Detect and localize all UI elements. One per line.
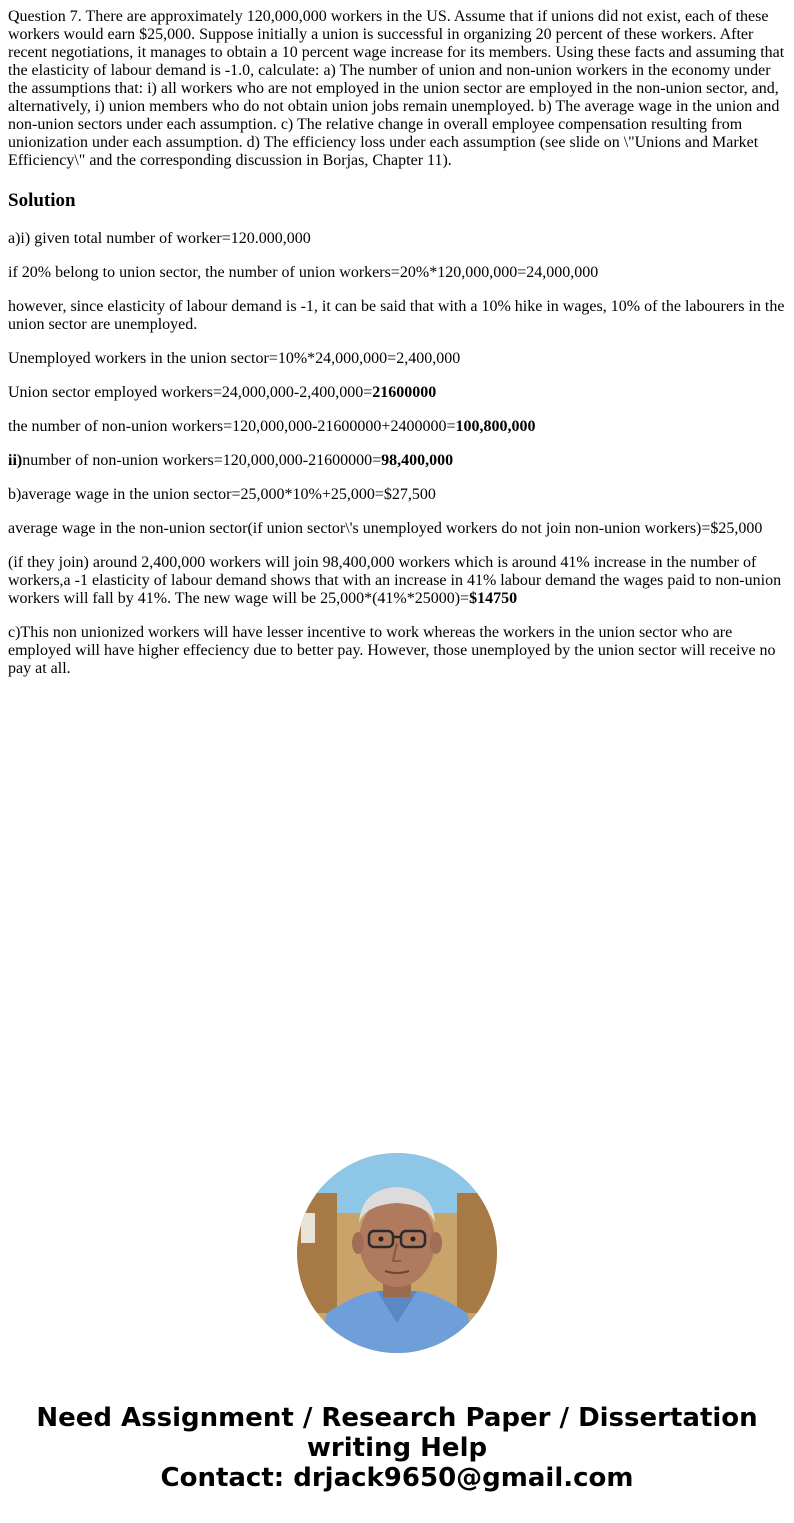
question-text: Question 7. There are approximately 120,000,000 workers in the US. Assume that if unions did not exist, each of these workers would earn $25,000. Suppose initially a union is successful in organizing 20 percent of these workers. After recent negotiations, it manages to obtain a 10 percent wage increase for its members. Using these facts and assuming that the elasticity of labour demand is -1.0, calculate: a) The number of union and non-union workers in the economy under the assumptions that: i) all workers who are not employed in the union sector are employed in the non-union sector, and, alternatively, i) union members who do not obtain union jobs remain unemployed. b) The average wage in the union and non-union sectors under each assumption. c) The relative change in overall employee compensation resulting from unionization under each assumption. d) The efficiency loss under each assumption (see slide on \"Unions and Market Efficiency\" and the corresponding discussion in Borjas, Chapter 11). (8, 8, 785, 169)
solution-paragraph-7 (8, 452, 786, 470)
non-union-workers-result-i: 100,800,000 (455, 418, 536, 435)
solution-paragraph-8: b)average wage in the union sector=25,000*10%+25,000=$27,500 (8, 486, 436, 503)
solution-paragraph-3: however, since elasticity of labour demand is -1, it can be said that with a 10% hike in wages, 10% of the labourers in the union sector are unemployed. (8, 298, 785, 333)
solution-paragraph-11: c)This non unionized workers will have lesser incentive to work whereas the workers in the union sector who are employed will have higher effeciency due to better pay. However, those unemployed by the union sector will receive no pay at all. (8, 624, 776, 677)
solution-paragraph-10 (8, 554, 786, 608)
solution-paragraph-1: a)i) given total number of worker=120.000,000 (8, 230, 311, 247)
promo-contact: Contact: drjack9650@gmail.com (160, 1463, 634, 1493)
non-union-workers-result-ii: 98,400,000 (381, 452, 454, 469)
union-employed-result: 21600000 (372, 384, 437, 401)
author-avatar (297, 1153, 497, 1353)
document-body (8, 8, 786, 694)
solution-paragraph-5 (8, 384, 786, 402)
promo-banner (0, 1403, 794, 1493)
solution-paragraph-6 (8, 418, 786, 436)
new-wage-result: $14750 (469, 590, 518, 607)
promo-line-2: writing Help (306, 1433, 488, 1463)
part-ii-label: ii) (8, 452, 23, 469)
paragraph-10-text: (if they join) around 2,400,000 workers will join 98,400,000 workers which is around 41% increase in the number of workers,a -1 elasticity of labour demand shows that with an increase in 41% labour demand the wages paid to non-union workers will fall by 41%. The new wage will be 25,000*(41%*25000)= (8, 554, 782, 607)
avatar-illustration (297, 1153, 497, 1353)
paragraph-6-text: the number of non-union workers=120,000,000-21600000+2400000= (8, 418, 456, 435)
promo-line-1: Need Assignment / Research Paper / Dissertation (36, 1403, 758, 1433)
solution-paragraph-4: Unemployed workers in the union sector=10%*24,000,000=2,400,000 (8, 350, 461, 367)
solution-paragraph-2: if 20% belong to union sector, the number of union workers=20%*120,000,000=24,000,000 (8, 264, 599, 281)
solution-paragraph-9: average wage in the non-union sector(if union sector\'s unemployed workers do not join non-union workers)=$25,000 (8, 520, 763, 537)
paragraph-5-text: Union sector employed workers=24,000,000-2,400,000= (8, 384, 373, 401)
paragraph-7-text: number of non-union workers=120,000,000-21600000= (22, 452, 382, 469)
solution-heading: Solution (8, 190, 76, 211)
